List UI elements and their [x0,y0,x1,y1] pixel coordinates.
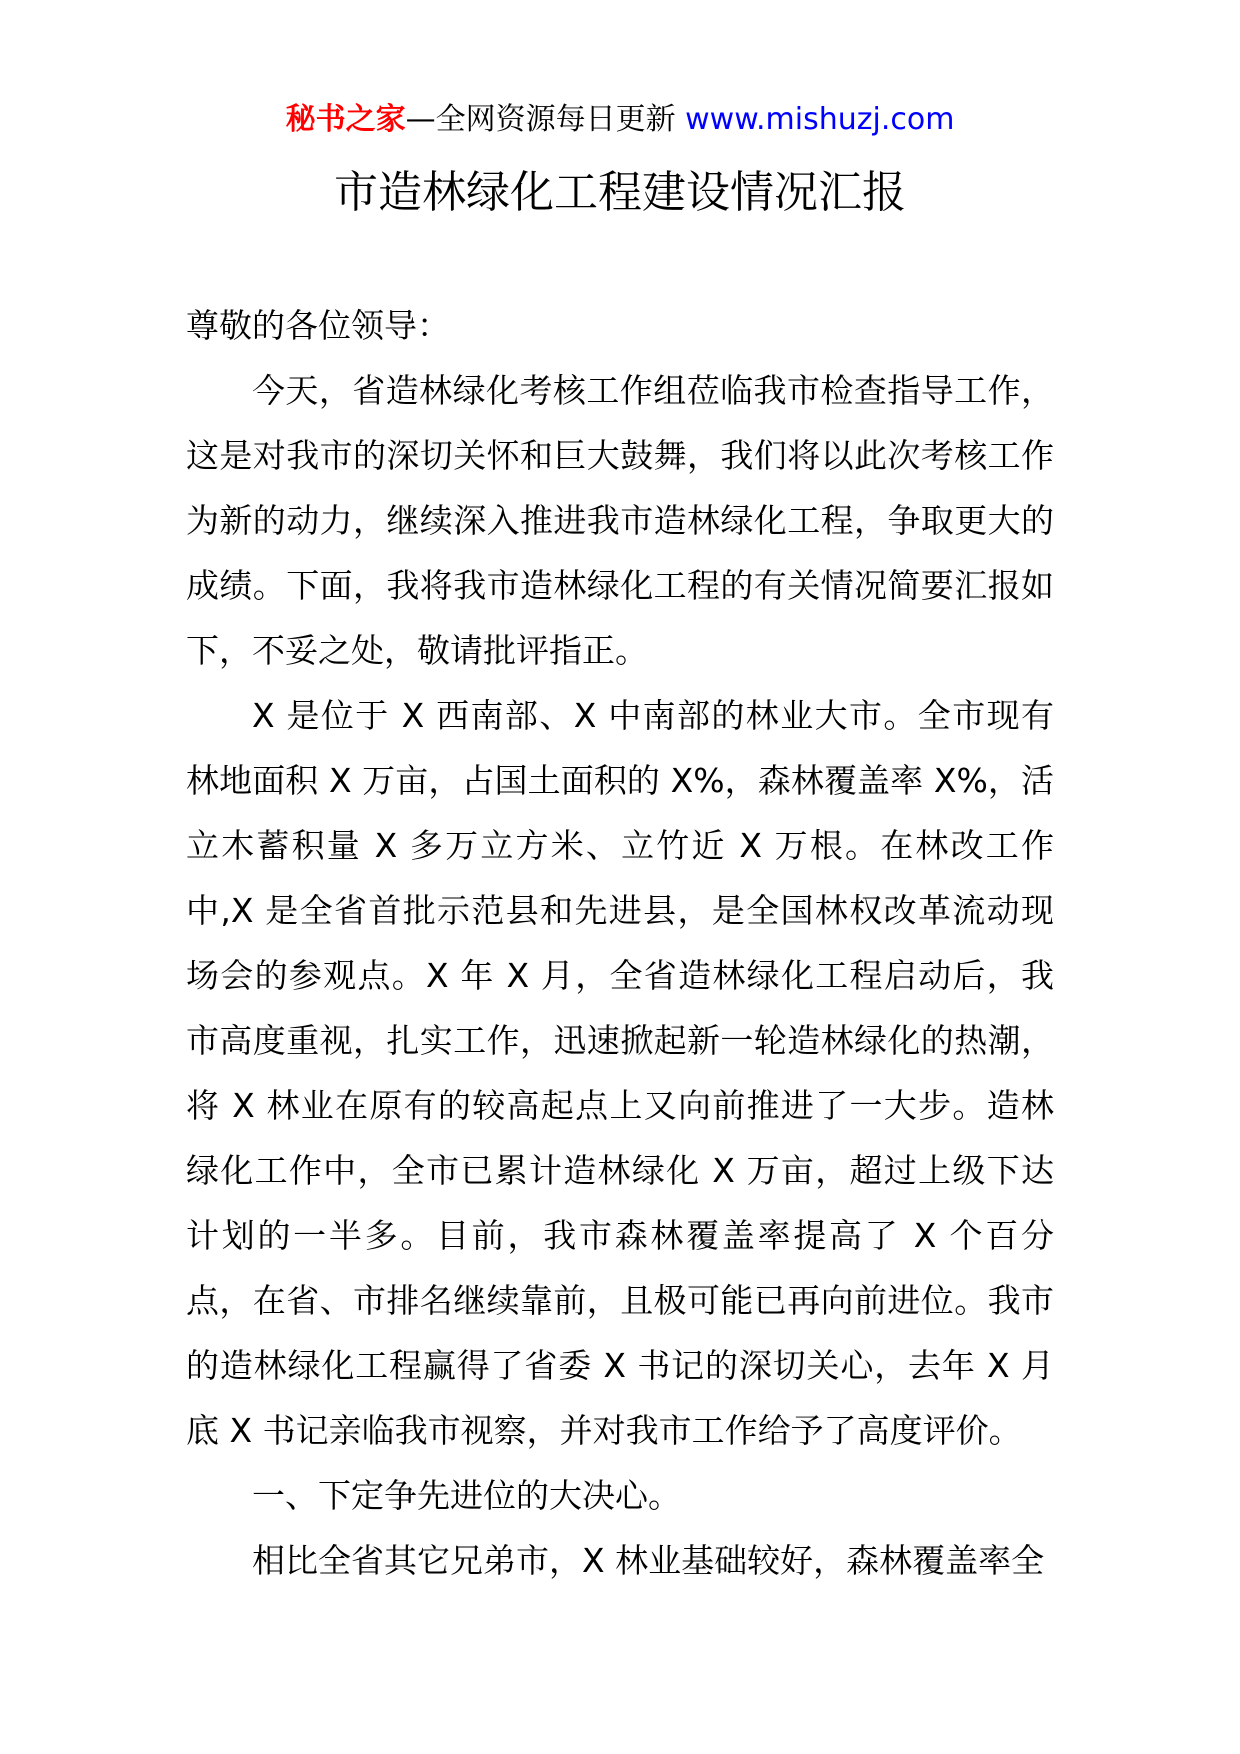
document-body [186,293,1054,1593]
paragraph-intro: 今天，省造林绿化考核工作组莅临我市检查指导工作，这是对我市的深切关怀和巨大鼓舞，我们将以此次考核工作为新的动力，继续深入推进我市造林绿化工程，争取更大的成绩。下面，我将我市造林绿化工程的有关情况简要汇报如下，不妥之处，敬请批评指正。 [186,371,1054,670]
paragraph-overview: X 是位于 X 西南部、X 中南部的林业大市。全市现有林地面积 X 万亩，占国土面积的 X%，森林覆盖率 X%，活立木蓄积量 X 多万立方米、立竹近 X 万根。在林改工作中,X 是全省首批示范县和先进县，是全国林权改革流动现场会的参观点。X 年 X 月，全省造林绿化工程启动后，我市高度重视，扎实工作，迅速掀起新一轮造林绿化的热潮，将 X 林业在原有的较高起点上又向前推进了一大步。造林绿化工作中，全市已累计造林绿化 X 万亩，超过上级下达计划的一半多。目前，我市森林覆盖率提高了 X 个百分点，在省、市排名继续靠前，且极可能已再向前进位。我市的造林绿化工程赢得了省委 X 书记的深切关心，去年 X 月底 X 书记亲临我市视察，并对我市工作给予了高度评价。 [186,696,1054,1450]
brand-name: 秘书之家 [285,102,406,137]
document-title: 市造林绿化工程建设情况汇报 [334,167,906,218]
paragraph-section-one: 相比全省其它兄弟市，X 林业基础较好，森林覆盖率全 [252,1541,1045,1580]
section-heading: 一、下定争先进位的大决心。 [252,1476,681,1515]
salutation: 尊敬的各位领导： [186,306,450,345]
site-url: www.mishuzj.com [685,102,955,137]
site-header [0,100,1240,140]
header-tagline: —全网资源每日更新 [405,102,686,137]
